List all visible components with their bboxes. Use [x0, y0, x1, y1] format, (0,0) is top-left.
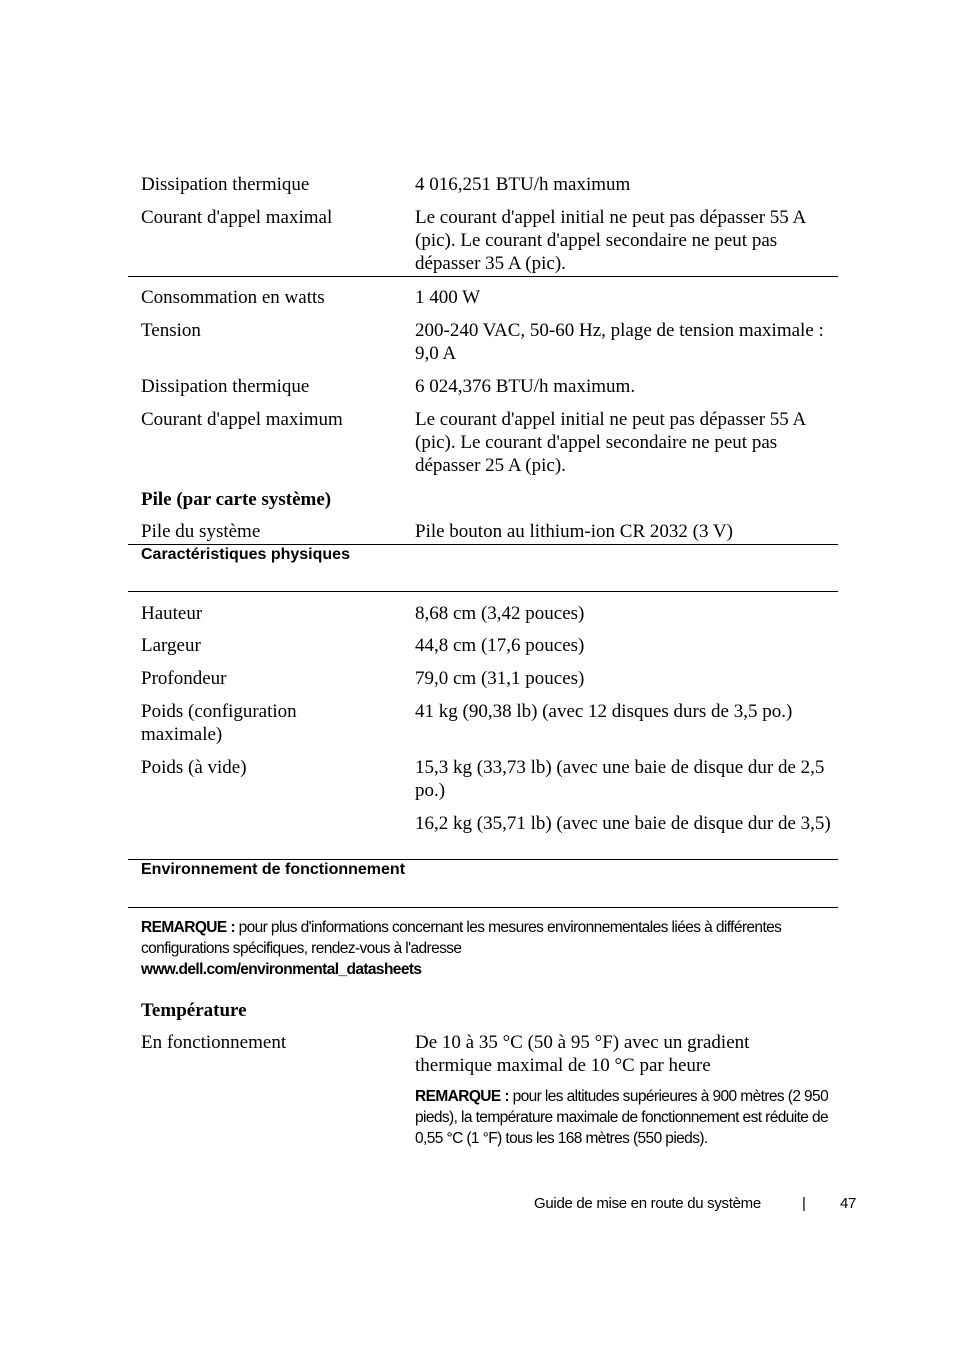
spec-label: Hauteur — [141, 603, 203, 624]
spec-label: Dissipation thermique — [141, 174, 310, 195]
page-number: 47 — [840, 1195, 857, 1212]
spec-value: 16,2 kg (35,71 lb) (avec une baie de disque dur de 3,5) — [415, 813, 831, 834]
section-heading-environment: Environnement de fonctionnement — [141, 861, 406, 878]
spec-label: Dissipation thermique — [141, 376, 310, 397]
spec-label: Pile du système — [141, 521, 261, 542]
spec-value: De 10 à 35 °C (50 à 95 °F) avec un gradient thermique maximal de 10 °C par heure — [415, 1032, 750, 1076]
spec-label: Largeur — [141, 635, 201, 656]
section-heading-battery: Pile (par carte système) — [141, 489, 332, 510]
spec-value: Pile bouton au lithium-ion CR 2032 (3 V) — [415, 521, 733, 542]
footer-title: Guide de mise en route du système — [534, 1195, 761, 1212]
spec-value: 41 kg (90,38 lb) (avec 12 disques durs de 3,5 po.) — [415, 701, 793, 722]
temperature-note — [415, 1086, 835, 1149]
divider — [128, 276, 838, 277]
section-heading-temperature: Température — [141, 1000, 247, 1021]
note-url: www.dell.com/environmental_datasheets — [141, 961, 422, 978]
spec-label: Courant d'appel maximum — [141, 409, 343, 430]
spec-value: 6 024,376 BTU/h maximum. — [415, 376, 636, 397]
divider — [128, 907, 838, 908]
spec-label: Poids (configuration maximale) — [141, 701, 297, 745]
spec-value: 44,8 cm (17,6 pouces) — [415, 635, 585, 656]
footer-separator: | — [802, 1195, 806, 1212]
note-label: REMARQUE : — [141, 919, 235, 936]
divider — [128, 591, 838, 592]
spec-label: Profondeur — [141, 668, 227, 689]
note-text: pour plus d'informations concernant les mesures environnementales liées à différentes configurations spécifiques, rendez-vous à l'adresse — [141, 919, 782, 957]
note-text: pour les altitudes supérieures à 900 mètres (2 950 pieds), la température maximale de fonctionnement est réduite de 0,55 °C (1 °F) tous les 168 mètres (550 pieds). — [415, 1088, 829, 1147]
spec-label: Consommation en watts — [141, 287, 325, 308]
spec-label: En fonctionnement — [141, 1032, 287, 1053]
note-label: REMARQUE : — [415, 1088, 509, 1105]
spec-value: Le courant d'appel initial ne peut pas dépasser 55 A (pic). Le courant d'appel secondaire ne peut pas dépasser 25 A (pic). — [415, 409, 806, 476]
environment-note — [141, 917, 831, 980]
spec-label: Poids (à vide) — [141, 757, 247, 778]
spec-value: 200-240 VAC, 50-60 Hz, plage de tension maximale : 9,0 A — [415, 320, 824, 364]
spec-value: 15,3 kg (33,73 lb) (avec une baie de disque dur de 2,5 po.) — [415, 757, 825, 801]
spec-value: Le courant d'appel initial ne peut pas dépasser 55 A (pic). Le courant d'appel secondaire ne peut pas dépasser 35 A (pic). — [415, 207, 806, 274]
spec-value: 79,0 cm (31,1 pouces) — [415, 668, 585, 689]
spec-value: 4 016,251 BTU/h maximum — [415, 174, 631, 195]
spec-value: 1 400 W — [415, 287, 481, 308]
spec-label: Courant d'appel maximal — [141, 207, 333, 228]
spec-value: 8,68 cm (3,42 pouces) — [415, 603, 585, 624]
section-heading-physical: Caractéristiques physiques — [141, 546, 350, 563]
spec-label: Tension — [141, 320, 201, 341]
